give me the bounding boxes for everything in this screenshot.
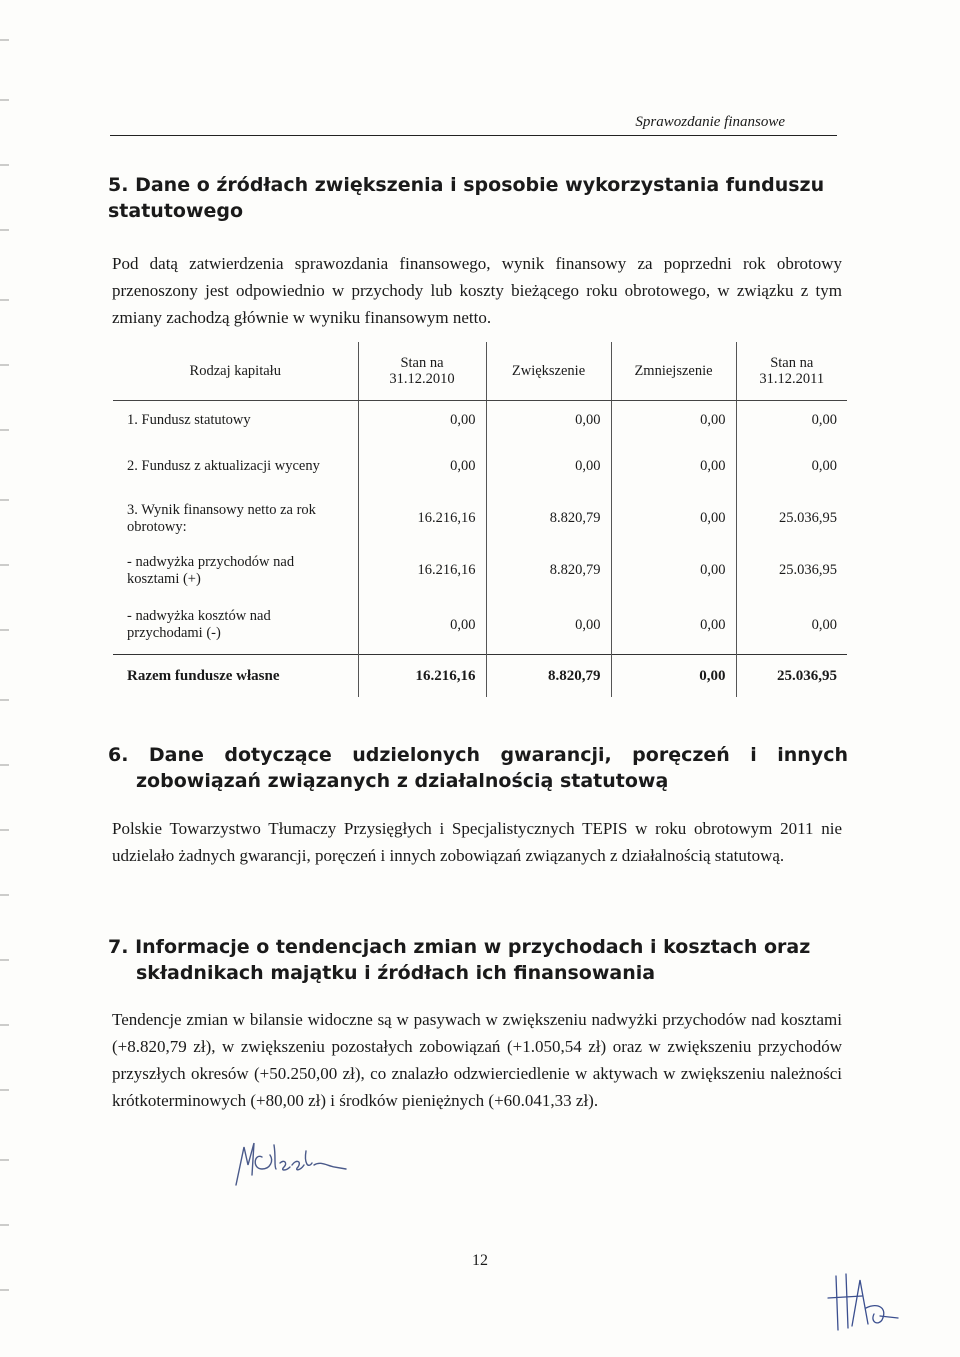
section-6-title-a: Dane dotyczące udzielonych gwarancji, poręczeń i innych [148, 744, 848, 766]
cell-value: 0,00 [811, 616, 837, 633]
cell-value: 0,00 [358, 441, 486, 493]
row-label: 1. Fundusz statutowy [113, 401, 358, 441]
col-header-type: Rodzaj kapitału [113, 342, 358, 401]
header-divider [110, 135, 837, 136]
row-label: - nadwyżka przychodów nad kosztami (+) [113, 545, 358, 597]
cell-value: 0,00 [811, 458, 837, 474]
col-header-increase: Zwiększenie [486, 342, 611, 401]
initials-mark [822, 1268, 902, 1338]
cell-value: 0,00 [486, 401, 611, 441]
running-header: Sprawozdanie finansowe [635, 114, 785, 130]
section-5-number: 5. [108, 174, 129, 196]
table-row [113, 545, 847, 597]
table-row [113, 401, 847, 441]
table-row [113, 597, 847, 655]
cell-value: 16.216,16 [358, 493, 486, 545]
section-7-title-a: Informacje o tendencjach zmian w przychodach i kosztach oraz [135, 936, 811, 958]
capital-table [113, 342, 847, 697]
cell-value: 0,00 [358, 401, 486, 441]
section-7-number: 7. [108, 936, 129, 958]
cell-value: 0,00 [611, 441, 736, 493]
handwritten-signature [230, 1135, 350, 1195]
section-6-title-line1 [108, 742, 848, 768]
page-number: 12 [472, 1252, 488, 1269]
cell-value: 0,00 [611, 545, 736, 597]
col-header-decrease: Zmniejszenie [611, 342, 736, 401]
row-label: 3. Wynik finansowy netto za rok obrotowy: [113, 493, 358, 545]
table-row [113, 493, 847, 545]
cell-value: 16.216,16 [358, 545, 486, 597]
cell-value: 8.820,79 [486, 493, 611, 545]
cell-value: 0,00 [486, 597, 611, 655]
total-value: 8.820,79 [486, 655, 611, 698]
cell-value: 0,00 [486, 441, 611, 493]
cell-value: 0,00 [358, 597, 486, 655]
section-6-title-line2: zobowiązań związanych z działalnością statutową [136, 770, 669, 792]
table-header-row [113, 342, 847, 401]
row-label: - nadwyżka kosztów nad przychodami (-) [113, 597, 358, 655]
cell-value: 25.036,95 [779, 562, 837, 578]
total-label: Razem fundusze własne [113, 655, 358, 698]
section-6-number: 6. [108, 744, 129, 766]
section-6-paragraph: Polskie Towarzystwo Tłumaczy Przysięgłych i Specjalistycznych TEPIS w roku obrotowym 2011 nie udzielało żadnych gwarancji, poręczeń i innych zobowiązań związanych z działalnością statutową. [112, 819, 842, 865]
total-value: 25.036,95 [736, 655, 847, 698]
cell-value: 0,00 [811, 412, 837, 429]
scan-edge-marks [0, 0, 12, 1357]
cell-value: 0,00 [611, 597, 736, 655]
section-5-heading [108, 172, 848, 224]
cell-value: 0,00 [611, 401, 736, 441]
cell-value: 25.036,95 [779, 510, 837, 526]
col-header-end: Stan na 31.12.2011 [736, 342, 847, 401]
col-header-start: Stan na 31.12.2010 [358, 342, 486, 401]
cell-value: 0,00 [611, 493, 736, 545]
cell-value: 8.820,79 [486, 545, 611, 597]
table-row [113, 441, 847, 493]
section-7-title-line1 [108, 934, 848, 960]
section-5-paragraph: Pod datą zatwierdzenia sprawozdania finansowego, wynik finansowy za poprzedni rok obrotowy przenoszony jest odpowiednio w przychody lub koszty bieżącego roku obrotowego, w związku z tym zmiany zachodzą głównie w wyniku finansowym netto. [112, 254, 842, 327]
section-6-heading [108, 742, 848, 794]
section-5-title: Dane o źródłach zwiększenia i sposobie wykorzystania funduszu statutowego [108, 174, 825, 222]
section-7-paragraph: Tendencje zmian w bilansie widoczne są w pasywach w zwiększeniu nadwyżki przychodów nad kosztami (+8.820,79 zł), w zwiększeniu pozostałych zobowiązań (+1.050,54 zł) oraz w zwiększeniu przychodów przyszłych okresów (+50.250,00 zł), co znalazło odzwierciedlenie w aktywach w zwiększeniu należności krótkoterminowych (+80,00 zł) i środków pieniężnych (+60.041,33 zł). [112, 1010, 842, 1110]
total-value: 16.216,16 [358, 655, 486, 698]
section-7-title-line2: składnikach majątku i źródłach ich finansowania [136, 962, 656, 984]
row-label: 2. Fundusz z aktualizacji wyceny [113, 441, 358, 493]
section-7-heading [108, 934, 848, 986]
total-value: 0,00 [611, 655, 736, 698]
table-total-row [113, 655, 847, 698]
